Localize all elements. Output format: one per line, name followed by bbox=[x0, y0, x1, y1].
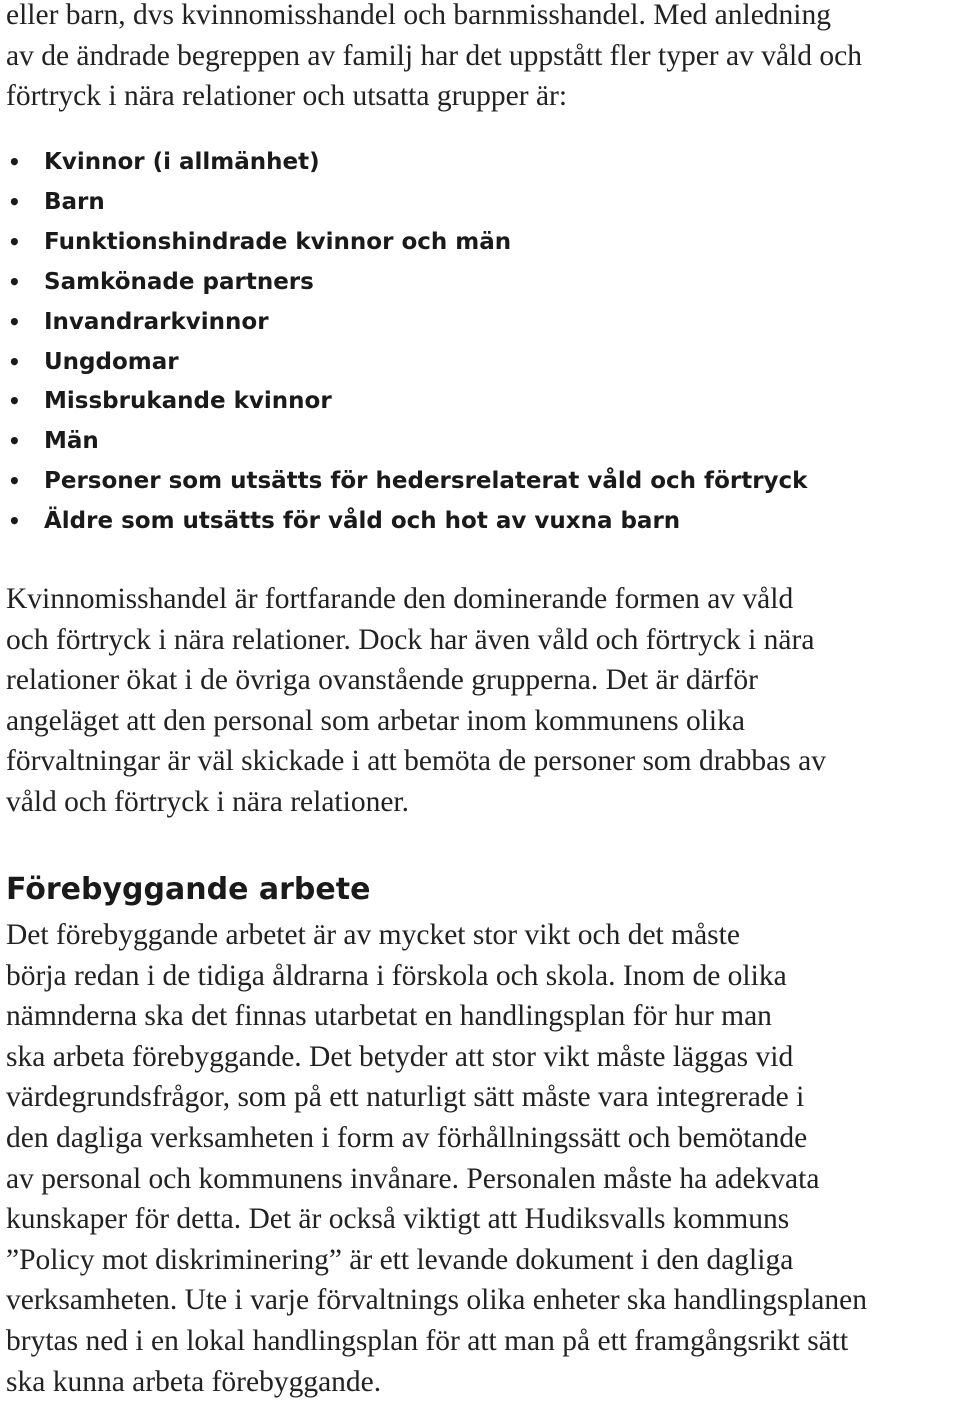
text-line: värdegrundsfrågor, som på ett naturligt sätt måste vara integrerade i bbox=[6, 1081, 805, 1114]
text-line: förvaltningar är väl skickade i att bemöta de personer som drabbas av bbox=[6, 745, 826, 778]
bullet-icon: • bbox=[8, 229, 21, 254]
text-line: av de ändrade begreppen av familj har det uppstått fler typer av våld och bbox=[6, 39, 862, 72]
list-item-label: Ungdomar bbox=[44, 348, 179, 375]
text-line: av personal och kommunens invånare. Personalen måste ha adekvata bbox=[6, 1162, 820, 1195]
text-line: ska arbeta förebyggande. Det betyder att stor vikt måste läggas vid bbox=[6, 1040, 794, 1073]
list-item-label: Invandrarkvinnor bbox=[44, 308, 269, 335]
list-item bbox=[6, 223, 807, 263]
vulnerable-groups-list bbox=[6, 143, 807, 542]
text-line: brytas ned i en lokal handlingsplan för att man på ett framgångsrikt sätt bbox=[6, 1324, 849, 1357]
body-paragraph bbox=[6, 579, 826, 823]
text-line: ”Policy mot diskriminering” är ett levande dokument i den dagliga bbox=[6, 1243, 794, 1276]
list-item bbox=[6, 343, 807, 383]
text-line: förtryck i nära relationer och utsatta grupper är: bbox=[6, 80, 568, 113]
text-line: relationer ökat i de övriga ovanstående grupperna. Det är därför bbox=[6, 664, 758, 697]
text-line: våld och förtryck i nära relationer. bbox=[6, 785, 409, 818]
text-line: Kvinnomisshandel är fortfarande den dominerande formen av våld bbox=[6, 583, 794, 615]
text-line: börja redan i de tidiga åldrarna i förskola och skola. Inom de olika bbox=[6, 959, 787, 992]
list-item bbox=[6, 502, 807, 542]
list-item-label: Äldre som utsätts för våld och hot av vuxna barn bbox=[44, 508, 681, 535]
text-line: eller barn, dvs kvinnomisshandel och barnmisshandel. Med anledning bbox=[6, 0, 832, 31]
bullet-icon: • bbox=[8, 429, 21, 454]
list-item-label: Män bbox=[44, 428, 99, 455]
text-line: angeläget att den personal som arbetar inom kommunens olika bbox=[6, 704, 745, 737]
text-line: den dagliga verksamheten i form av förhållningssätt och bemötande bbox=[6, 1121, 808, 1154]
text-line: ska kunna arbeta förebyggande. bbox=[6, 1365, 382, 1398]
text-line: verksamheten. Ute i varje förvaltnings olika enheter ska handlingsplanen bbox=[6, 1284, 867, 1317]
bullet-icon: • bbox=[8, 349, 21, 374]
list-item-label: Kvinnor (i allmänhet) bbox=[44, 149, 320, 175]
list-item bbox=[6, 382, 807, 422]
text-line: nämnderna ska det finnas utarbetat en handlingsplan för hur man bbox=[6, 1000, 772, 1033]
text-line: kunskaper för detta. Det är också viktigt att Hudiksvalls kommuns bbox=[6, 1203, 790, 1236]
bullet-icon: • bbox=[8, 509, 21, 534]
intro-paragraph bbox=[6, 0, 956, 117]
list-item-label: Barn bbox=[44, 188, 105, 215]
list-item bbox=[6, 303, 807, 343]
section-heading: Förebyggande arbete bbox=[6, 872, 371, 907]
list-item bbox=[6, 462, 807, 502]
bullet-icon: • bbox=[8, 269, 21, 294]
list-item-label: Personer som utsätts för hedersrelaterat våld och förtryck bbox=[44, 468, 808, 495]
list-item bbox=[6, 143, 807, 183]
bullet-icon: • bbox=[8, 189, 21, 214]
list-item-label: Missbrukande kvinnor bbox=[44, 388, 332, 415]
bullet-icon: • bbox=[8, 309, 21, 334]
text-line: Det förebyggande arbetet är av mycket stor vikt och det måste bbox=[6, 919, 740, 951]
bullet-icon: • bbox=[8, 389, 21, 414]
list-item bbox=[6, 183, 807, 223]
section-paragraph bbox=[6, 915, 867, 1402]
bullet-icon: • bbox=[8, 150, 21, 174]
list-item-label: Samkönade partners bbox=[44, 268, 314, 295]
list-item bbox=[6, 263, 807, 303]
list-item bbox=[6, 422, 807, 462]
list-item-label: Funktionshindrade kvinnor och män bbox=[44, 228, 512, 255]
text-line: och förtryck i nära relationer. Dock har även våld och förtryck i nära bbox=[6, 623, 815, 656]
bullet-icon: • bbox=[8, 469, 21, 494]
